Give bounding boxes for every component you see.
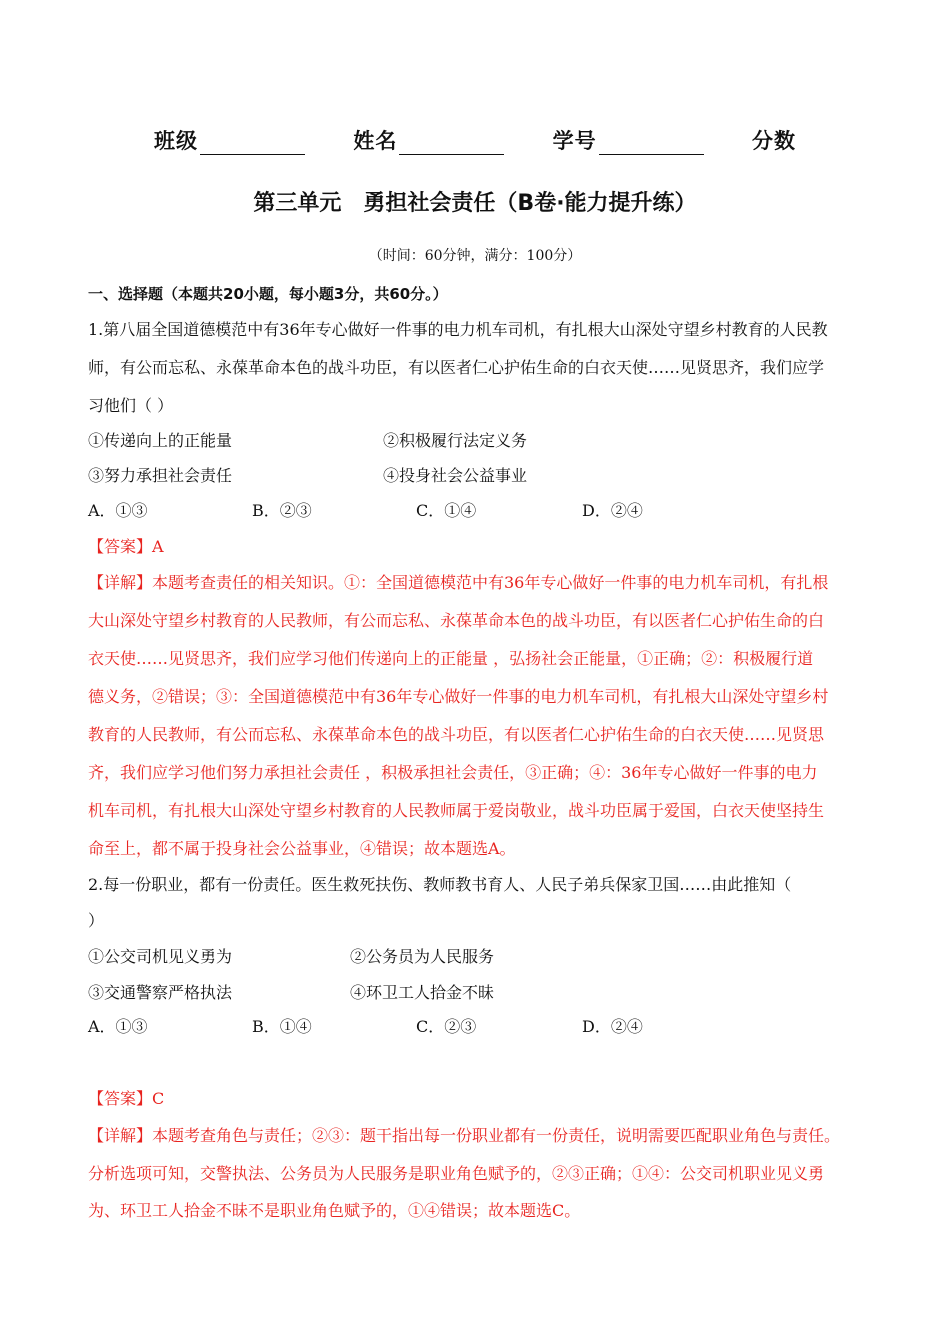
- q1-detail-line: 大山深处守望乡村教育的人民教师，有公而忘私、永葆革命本色的战斗功臣，有以医者仁心护佑生命的白: [88, 611, 825, 630]
- score-field: [752, 125, 796, 155]
- section-heading: 一、选择题（本题共20小题，每小题3分，共60分。）: [88, 285, 448, 303]
- q1-item-2: ②积极履行法定义务: [383, 431, 528, 450]
- page-title: 第三单元 勇担社会责任（B卷·能力提升练）: [253, 191, 697, 216]
- score-label: 分数: [751, 129, 796, 153]
- q1-choice-c[interactable]: C．①④: [416, 501, 477, 520]
- q2-item-1: ①公交司机见义勇为: [88, 947, 233, 966]
- q2-detail-line: 为、环卫工人拾金不昧不是职业角色赋予的，①④错误；故本题选C。: [88, 1201, 581, 1220]
- q1-detail-line: 德义务，②错误；③：全国道德模范中有36年专心做好一件事的电力机车司机，有扎根大山深处守望乡村: [88, 687, 829, 706]
- class-blank[interactable]: [200, 134, 305, 155]
- q2-choice-a[interactable]: A．①③: [88, 1017, 148, 1036]
- q1-choice-b[interactable]: B．②③: [252, 501, 312, 520]
- class-field: [154, 125, 305, 155]
- q2-choice-c[interactable]: C．②③: [416, 1017, 477, 1036]
- q1-stem-line: 习他们（ ）: [88, 396, 174, 415]
- q1-stem-line: 师，有公而忘私、永葆革命本色的战斗功臣，有以医者仁心护佑生命的白衣天使……见贤思齐，我们应学: [88, 358, 825, 377]
- q2-item-4: ④环卫工人拾金不昧: [350, 983, 495, 1002]
- q2-detail-line: 分析选项可知，交警执法、公务员为人民服务是职业角色赋予的，②③正确；①④：公交司机职业见义勇: [88, 1164, 825, 1183]
- q1-detail-line: 【详解】本题考查责任的相关知识。①：全国道德模范中有36年专心做好一件事的电力机车司机，有扎根: [88, 573, 829, 592]
- q1-item-1: ①传递向上的正能量: [88, 431, 233, 450]
- q1-detail-line: 衣天使……见贤思齐，我们应学习他们传递向上的正能量 ，弘扬社会正能量，①正确；②：积极履行道: [88, 649, 814, 668]
- q1-detail-line: 命至上，都不属于投身社会公益事业，④错误；故本题选A。: [88, 839, 516, 858]
- q1-answer: 【答案】A: [88, 537, 164, 556]
- id-blank[interactable]: [599, 134, 704, 155]
- q1-item-4: ④投身社会公益事业: [383, 466, 528, 485]
- q2-stem-line: ）: [88, 911, 105, 930]
- q2-stem-line: 2.每一份职业，都有一份责任。医生救死扶伤、教师教书育人、人民子弟兵保家卫国……由此推知（: [88, 875, 792, 894]
- q1-detail-line: 齐，我们应学习他们努力承担社会责任 ，积极承担社会责任，③正确；④：36年专心做好一件事的电力: [88, 763, 818, 782]
- q1-detail-line: 机车司机，有扎根大山深处守望乡村教育的人民教师属于爱岗敬业，战斗功臣属于爱国，白衣天使坚持生: [88, 801, 825, 820]
- class-label: 班级: [154, 129, 199, 153]
- q1-stem-line: 1.第八届全国道德模范中有36年专心做好一件事的电力机车司机，有扎根大山深处守望乡村教育的人民教: [88, 320, 828, 339]
- q1-item-3: ③努力承担社会责任: [88, 466, 233, 485]
- name-field: [353, 125, 504, 155]
- name-blank[interactable]: [399, 134, 504, 155]
- id-field: [553, 125, 704, 155]
- name-label: 姓名: [353, 129, 398, 153]
- q2-answer: 【答案】C: [88, 1089, 165, 1108]
- q1-detail-line: 教育的人民教师，有公而忘私、永葆革命本色的战斗功臣，有以医者仁心护佑生命的白衣天使……见贤思: [88, 725, 825, 744]
- student-info-header: [0, 125, 950, 155]
- exam-subtitle: （时间：60分钟，满分：100分）: [368, 248, 582, 264]
- q2-choice-d[interactable]: D．②④: [582, 1017, 643, 1036]
- q1-choice-d[interactable]: D．②④: [582, 501, 643, 520]
- q2-item-2: ②公务员为人民服务: [350, 947, 495, 966]
- q2-choice-b[interactable]: B．①④: [252, 1017, 312, 1036]
- q2-detail-line: 【详解】本题考查角色与责任；②③：题干指出每一份职业都有一份责任，说明需要匹配职业角色与责任。: [88, 1126, 841, 1145]
- q1-choice-a[interactable]: A．①③: [88, 501, 148, 520]
- q2-item-3: ③交通警察严格执法: [88, 983, 233, 1002]
- id-label: 学号: [552, 129, 597, 153]
